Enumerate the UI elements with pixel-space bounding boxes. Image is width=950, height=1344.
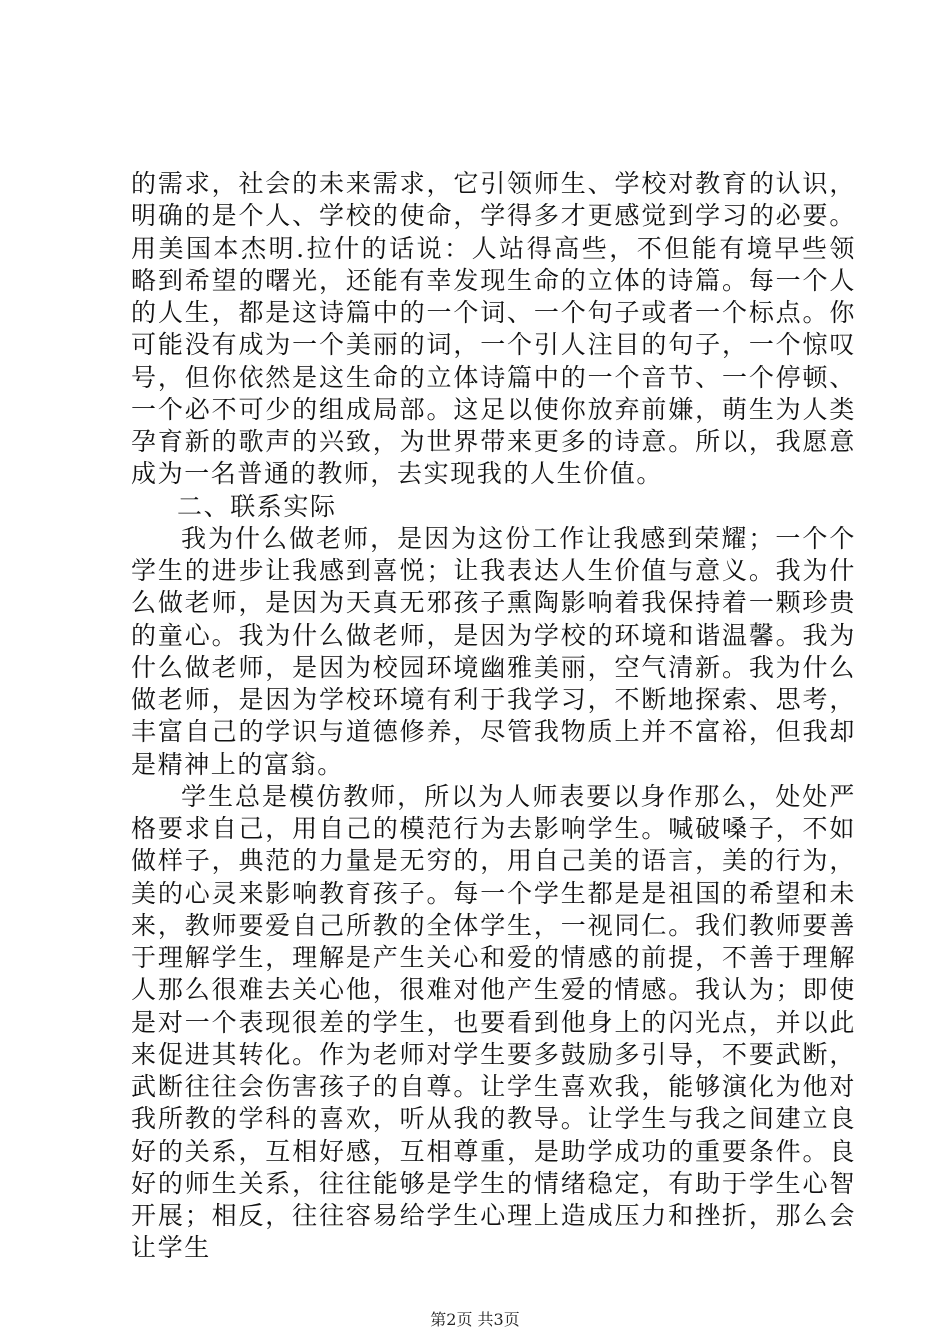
paragraph-role-model: 学生总是模仿教师，所以为人师表要以身作那么，处处严格要求自己，用自己的模范行为去影响学生。喊破嗓子，不如做样子，典范的力量是无穷的，用自己美的语言，美的行为，美的心灵来影响教育孩子。每一个学生都是是祖国的希望和未来，教师要爱自己所教的全体学生，一视同仁。我们教师要善于理解学生，理解是产生关心和爱的情感的前提，不善于理解人那么很难去关心他，很难对他产生爱的情感。我认为；即使是对一个表现很差的学生，也要看到他身上的闪光点，并以此来促进其转化。作为老师对学生要多鼓励多引导，不要武断，武断往往会伤害孩子的自尊。让学生喜欢我，能够演化为他对我所教的学科的喜欢，听从我的教导。让学生与我之间建立良好的关系，互相好感，互相尊重，是助学成功的重要条件。良好的师生关系，往往能够是学生的情绪稳定，有助于学生心智开展；相反，往往容易给学生心理上造成压力和挫折，那么会让学生 bbox=[131, 781, 856, 1263]
paragraph-continuation: 的需求，社会的未来需求，它引领师生、学校对教育的认识，明确的是个人、学校的使命，学得多才更感觉到学习的必要。用美国本杰明.拉什的话说：人站得高些，不但能有境早些领略到希望的曙光，还能有幸发现生命的立体的诗篇。每一个人的人生，都是这诗篇中的一个词、一个句子或者一个标点。你可能没有成为一个美丽的词，一个引人注目的句子，一个惊叹号，但你依然是这生命的立体诗篇中的一个音节、一个停顿、一个必不可少的组成局部。这足以使你放弃前嫌，萌生为人类孕育新的歌声的兴致，为世界带来更多的诗意。所以，我愿意成为一名普通的教师，去实现我的人生价值。 bbox=[131, 169, 856, 489]
section-heading: 二、联系实际 bbox=[177, 491, 337, 521]
page-number-footer: 第2页 共3页 bbox=[430, 1310, 520, 1329]
body-text bbox=[131, 168, 856, 1265]
paragraph-why-teacher: 我为什么做老师，是因为这份工作让我感到荣耀；一个个学生的进步让我感到喜悦；让我表达人生价值与意义。我为什么做老师，是因为天真无邪孩子熏陶影响着我保持着一颗珍贵的童心。我为什么做老师，是因为学校的环境和谐温馨。我为什么做老师，是因为校园环境幽雅美丽，空气清新。我为什么做老师，是因为学校环境有利于我学习，不断地探索、思考，丰富自己的学识与道德修养，尽管我物质上并不富裕，但我却是精神上的富翁。 bbox=[131, 523, 856, 779]
